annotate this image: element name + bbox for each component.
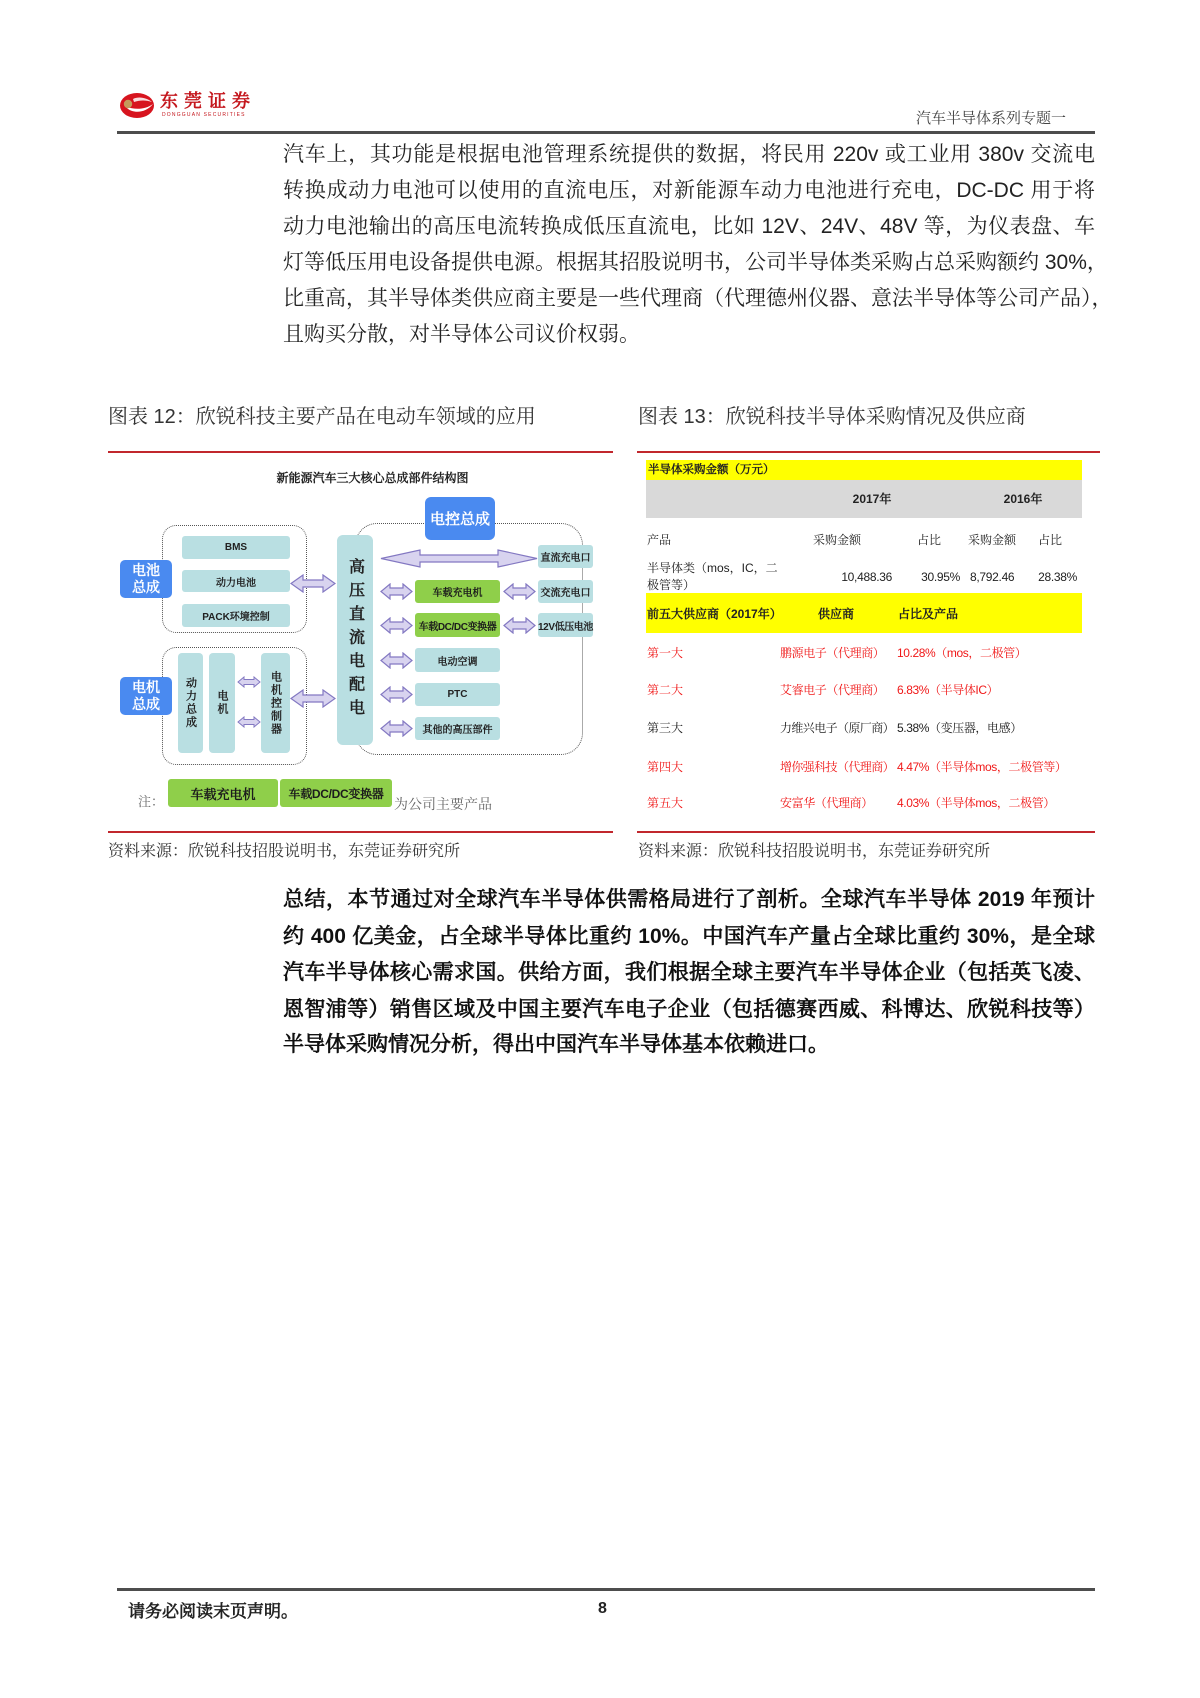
double-arrow-icon: [503, 583, 536, 600]
battery-assembly-box: 电池总成: [120, 560, 172, 598]
logo-text-en: DONGGUAN SECURITIES: [162, 112, 246, 118]
dongguan-securities-logo-icon: [119, 92, 155, 119]
note-product-charger: 车载充电机: [168, 779, 278, 807]
amount-2016-cell: 8,792.46: [970, 570, 1015, 584]
column-header-share-2016: 占比: [1038, 533, 1063, 547]
supplier-rank: 第四大: [647, 760, 684, 774]
paragraph-line: 汽车上，其功能是根据电池管理系统提供的数据，将民用 220v 或工业用 380v 交流电: [283, 143, 1095, 166]
logo-text-cn: 东莞证券: [160, 91, 256, 112]
column-header-share-2017: 占比: [917, 533, 942, 547]
summary-line: 半导体采购情况分析，得出中国汽车半导体基本依赖进口。: [283, 1033, 829, 1056]
double-arrow-icon: [290, 574, 336, 593]
motor-controller-label: 电机控制器: [269, 670, 282, 736]
electric-ac-box: 电动空调: [415, 648, 500, 672]
figure-13-bottom-rule: [637, 831, 1095, 833]
supplier-rank: 第五大: [647, 796, 684, 810]
paragraph-line: 比重高，其半导体类供应商主要是一些代理商（代理德州仪器、意法半导体等公司产品），: [283, 287, 1113, 310]
paragraph-line: 灯等低压用电设备提供电源。根据其招股说明书，公司半导体类采购占总采购额约 30%，: [283, 251, 1108, 274]
double-arrow-icon: [237, 716, 261, 728]
double-arrow-icon: [380, 549, 538, 568]
header-rule: [117, 131, 1095, 134]
figure-12-caption: 图表 12：欣锐科技主要产品在电动车领域的应用: [108, 406, 536, 428]
product-name-line1: 半导体类（mos，IC，二: [647, 561, 778, 575]
bms-box: BMS: [182, 536, 290, 559]
column-header-amount-2017: 采购金额: [813, 533, 862, 547]
figure-12-bottom-rule: [108, 831, 613, 833]
product-name-line2: 极管等）: [647, 578, 696, 592]
diagram-title: 新能源汽车三大核心总成部件结构图: [276, 471, 469, 485]
paragraph-line: 且购买分散，对半导体公司议价权弱。: [283, 323, 640, 346]
amount-2017-cell: 10,488.36: [841, 570, 892, 584]
pack-thermal-control-box: PACK环境控制: [182, 604, 290, 627]
supplier-header-detail: 占比及产品: [898, 607, 959, 621]
double-arrow-icon: [380, 686, 413, 703]
motor-assembly-box: 电机总成: [120, 677, 172, 715]
supplier-name: 鹏源电子（代理商）: [780, 646, 885, 660]
column-header-amount-2016: 采购金额: [968, 533, 1017, 547]
powertrain-label: 动力总成: [184, 677, 197, 729]
double-arrow-icon: [380, 720, 413, 737]
hv-distribution-label: 高压直流电配电: [346, 557, 364, 723]
figure-13-top-rule: [637, 451, 1100, 453]
onboard-charger-box: 车载充电机: [415, 580, 500, 603]
paragraph-line: 转换成动力电池可以使用的直流电压，对新能源车动力电池进行充电，DC-DC 用于将: [283, 179, 1095, 202]
summary-line: 总结，本节通过对全球汽车半导体供需格局进行了剖析。全球汽车半导体 2019 年预计: [283, 888, 1095, 911]
electric-control-assembly-box: 电控总成: [425, 497, 495, 540]
series-title: 汽车半导体系列专题一: [915, 110, 1066, 127]
supplier-header-name: 供应商: [818, 607, 855, 621]
supplier-name: 安富华（代理商）: [780, 796, 873, 810]
power-battery-box: 动力电池: [182, 570, 290, 592]
page-number: 8: [598, 1600, 607, 1617]
year-2016-header: 2016年: [1003, 492, 1043, 506]
motor-label: 电机: [216, 690, 228, 716]
ac-charge-port-box: 交流充电口: [538, 580, 593, 603]
dc-charge-port-box: 直流充电口: [538, 545, 593, 568]
supplier-name: 力维兴电子（原厂商）: [780, 721, 895, 735]
figure-13-source: 资料来源：欣锐科技招股说明书，东莞证券研究所: [638, 843, 991, 860]
ptc-box: PTC: [415, 683, 500, 706]
lv-battery-box: 12V低压电池: [538, 613, 593, 637]
supplier-rank: 第三大: [647, 721, 684, 735]
supplier-rank: 第二大: [647, 683, 684, 697]
motor-controller-box: [261, 653, 290, 753]
double-arrow-icon: [237, 676, 261, 688]
hv-distribution-box: [337, 535, 373, 745]
figure-12-source: 资料来源：欣锐科技招股说明书，东莞证券研究所: [108, 843, 461, 860]
column-header-product: 产品: [647, 533, 672, 547]
supplier-detail: 10.28%（mos，二极管）: [897, 646, 1027, 660]
summary-line: 汽车半导体核心需求国。供给方面，我们根据全球主要汽车半导体企业（包括英飞凌、: [283, 961, 1095, 984]
double-arrow-icon: [380, 583, 413, 600]
supplier-rank: 第一大: [647, 646, 684, 660]
other-hv-parts-box: 其他的高压部件: [415, 717, 500, 740]
year-2017-header: 2017年: [852, 492, 892, 506]
supplier-name: 艾睿电子（代理商）: [780, 683, 885, 697]
paragraph-line: 动力电池输出的高压电流转换成低压直流电，比如 12V、24V、48V 等，为仪表盘、车: [283, 215, 1095, 238]
share-2017-cell: 30.95%: [921, 570, 960, 584]
note-product-dcdc: 车载DC/DC变换器: [280, 779, 392, 807]
footer-disclaimer: 请务必阅读末页声明。: [128, 1602, 298, 1621]
double-arrow-icon: [380, 652, 413, 669]
supplier-header-rank: 前五大供应商（2017年）: [647, 607, 782, 621]
supplier-name: 增你强科技（代理商）: [780, 760, 895, 774]
summary-line: 约 400 亿美金，占全球半导体比重约 10%。中国汽车产量占全球比重约 30%，是全球: [283, 925, 1095, 948]
footer-rule: [117, 1588, 1095, 1591]
supplier-detail: 4.03%（半导体mos，二极管）: [897, 796, 1055, 810]
figure-13-caption: 图表 13：欣锐科技半导体采购情况及供应商: [638, 406, 1026, 428]
summary-line: 恩智浦等）销售区域及中国主要汽车电子企业（包括德赛西威、科博达、欣锐科技等）: [283, 998, 1095, 1021]
table-title: 半导体采购金额（万元）: [648, 464, 775, 476]
supplier-detail: 4.47%（半导体mos，二极管等）: [897, 760, 1067, 774]
double-arrow-icon: [380, 617, 413, 634]
powertrain-box: [178, 653, 203, 753]
supplier-detail: 6.83%（半导体IC）: [897, 683, 999, 697]
note-prefix: 注：: [138, 795, 165, 810]
motor-box: [209, 653, 235, 753]
share-2016-cell: 28.38%: [1038, 570, 1077, 584]
note-suffix: 为公司主要产品: [394, 797, 492, 813]
double-arrow-icon: [503, 617, 536, 634]
supplier-detail: 5.38%（变压器，电感）: [897, 721, 1022, 735]
figure-12-top-rule: [108, 451, 613, 453]
double-arrow-icon: [290, 689, 336, 708]
dcdc-converter-box: 车载DC/DC变换器: [415, 613, 500, 637]
